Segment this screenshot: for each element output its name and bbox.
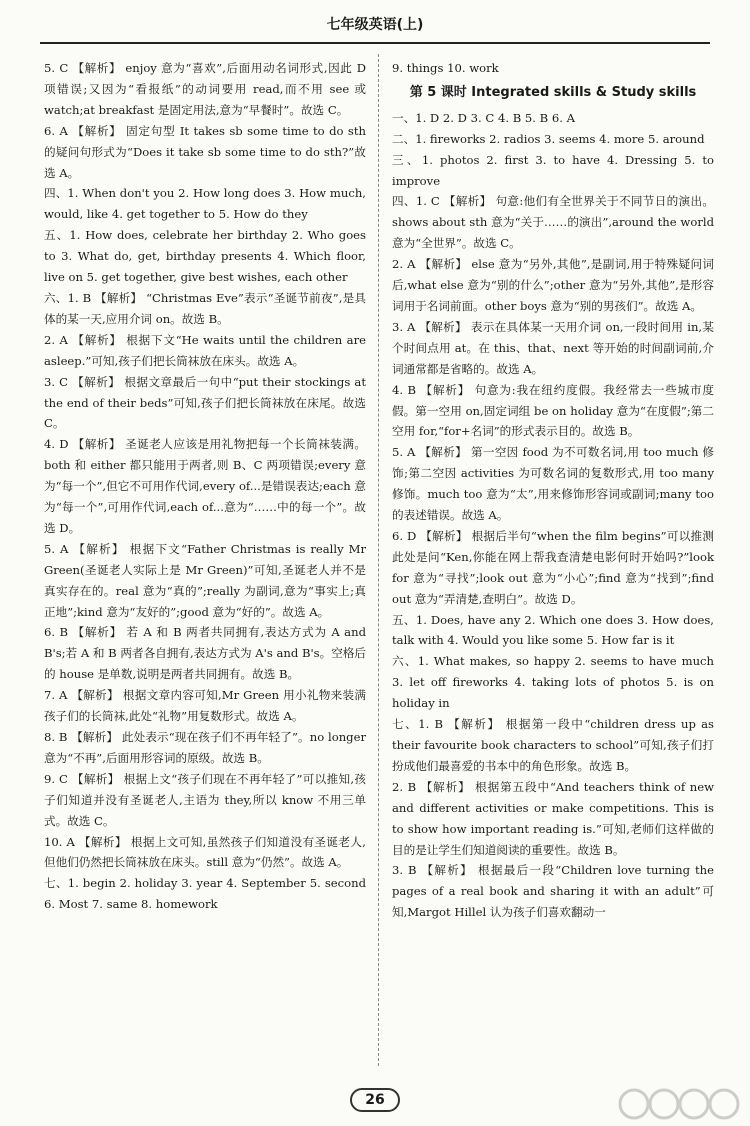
answer-item: 一、1. D 2. D 3. C 4. B 5. B 6. A	[392, 110, 575, 125]
lesson-title: 第 5 课时 Integrated skills & Study skills	[409, 84, 697, 100]
answer-item: 6. B 【解析】 若 A 和 B 两者共同拥有,表达方式为 A and B's;若 A 和 B 两者各自拥有,表达方式为 A's and B's。空格后的 house 是单数,说明是两者共同拥有。故选 B。	[44, 625, 366, 682]
answer-item: 9. things 10. work	[392, 61, 499, 75]
answer-item: 3. B 【解析】 根据最后一段“Children love turning the pages of a real book and sharing it with an adult”可知,Margot Hillel 认为孩子们喜欢翻动一	[392, 863, 714, 920]
watermark-logo	[612, 1086, 742, 1122]
answer-item: 六、1. What makes, so happy 2. seems to have much 3. let off fireworks 4. taking lots of photos 5. is on holiday in	[392, 654, 714, 711]
answer-item: 2. A 【解析】 根据下文“He waits until the children are asleep.”可知,孩子们把长筒袜放在床头。故选 A。	[44, 332, 366, 368]
column-divider	[378, 54, 379, 1066]
answer-item: 6. A 【解析】 固定句型 It takes sb some time to do sth 的疑问句形式为“Does it take sb some time to do sth?”故选 A。	[44, 123, 366, 180]
answer-item: 二、1. fireworks 2. radios 3. seems 4. more 5. around	[392, 131, 705, 146]
answer-item: 三、1. photos 2. first 3. to have 4. Dressing 5. to improve	[392, 152, 714, 188]
answer-item: 四、1. When don't you 2. How long does 3. How much, would, like 4. get together to 5. How do they	[44, 186, 366, 222]
page-header	[40, 14, 710, 36]
header-title: 七年级英语(上)	[326, 17, 424, 33]
answer-item: 4. B 【解析】 句意为:我在纽约度假。我经常去一些城市度假。第一空用 on,固定词组 be on holiday 意为“在度假”;第二空用 for,“for+名词”的形式表示目的。故选 B。	[392, 382, 714, 439]
answer-item: 七、1. B 【解析】 根据第一段中“children dress up as their favourite book characters to school”可知,孩子们打扮成他们最喜爱的书本中的角色形象。故选 B。	[392, 717, 714, 773]
page-number: 26	[350, 1088, 400, 1112]
answer-item: 3. C 【解析】 根据文章最后一句中“put their stockings at the end of their beds”可知,孩子们把长筒袜放在床尾。故选 C。	[44, 374, 366, 431]
answer-item: 2. B 【解析】 根据第五段中“And teachers think of new and different activities or make competitions. This is to show how important reading is.”可知,老师们这样做的目的是让学生们知道阅读的重要性。故选 B。	[392, 779, 714, 857]
answer-item: 6. D 【解析】 根据后半句“when the film begins”可以推测此处是问“Ken,你能在网上帮我查清楚电影何时开始吗?”look for 意为“寻找”;look out 意为“小心”;find 意为“找到”;find out 意为“弄清楚,查明白”。故选 D。	[392, 528, 714, 606]
answer-item: 五、1. Does, have any 2. Which one does 3. How does, talk with 4. Would you like some 5. How far is it	[392, 612, 714, 648]
answer-item: 3. A 【解析】 表示在具体某一天用介词 on,一段时间用 in,某个时间点用 at。在 this、that、next 等开始的时间副词前,介词通常都是省略的。故选 A。	[392, 319, 714, 376]
answer-item: 5. A 【解析】 第一空因 food 为不可数名词,用 too much 修饰;第二空因 activities 为可数名词的复数形式,用 too many 修饰。much too 意为“太”,用来修饰形容词或副词;many too 的表述错误。故选 A。	[392, 445, 714, 523]
answer-item: 2. A 【解析】 else 意为“另外,其他”,是副词,用于特殊疑问词后,what else 意为“别的什么”;other 意为“另外,其他”,是形容词用于名词前面。other boys 意为“别的男孩们”。故选 A。	[392, 257, 714, 313]
answer-item: 5. A 【解析】 根据下文“Father Christmas is really Mr Green(圣诞老人实际上是 Mr Green)”可知,圣诞老人并不是真实存在的。real 意为“真的”;really 为副词,意为“事实上;真正地”;kind 意为“友好的”;good 意为“好的”。故选 A。	[44, 541, 366, 619]
answer-item: 10. A 【解析】 根据上文可知,虽然孩子们知道没有圣诞老人,但他们仍然把长筒袜放在床头。still 意为“仍然”。故选 A。	[44, 834, 366, 870]
answer-item: 五、1. How does, celebrate her birthday 2. Who goes to 3. What do, get, birthday presents 4. Which floor, live on 5. get together, give best wishes, each other	[44, 228, 366, 285]
answer-item: 7. A 【解析】 根据文章内容可知,Mr Green 用小礼物来装满孩子们的长筒袜,此处“礼物”用复数形式。故选 A。	[44, 688, 366, 724]
right-column	[392, 58, 714, 923]
header-rule	[40, 42, 710, 44]
answer-item: 四、1. C 【解析】 句意:他们有全世界关于不同节日的演出。shows about sth 意为“关于……的演出”,around the world 意为“全世界”。故选 C。	[392, 194, 714, 251]
answer-item: 七、1. begin 2. holiday 3. year 4. September 5. second 6. Most 7. same 8. homework	[44, 876, 366, 912]
left-column	[44, 58, 366, 915]
answer-item: 4. D 【解析】 圣诞老人应该是用礼物把每一个长筒袜装满。both 和 either 都只能用于两者,则 B、C 两项错误;every 意为“每一个”,但它不可用作代词,every of...是错误表达;each 意为“每一个”,可用作代词,each of...意为“……中的每一个”。故选 D。	[44, 437, 366, 535]
answer-item: 六、1. B 【解析】 “Christmas Eve”表示“圣诞节前夜”,是具体的某一天,应用介词 on。故选 B。	[44, 290, 366, 326]
answer-item: 8. B 【解析】 此处表示“现在孩子们不再年轻了”。no longer 意为“不再”,后面用形容词的原级。故选 B。	[44, 730, 366, 765]
answer-item: 5. C 【解析】 enjoy 意为“喜欢”,后面用动名词形式,因此 D 项错误;又因为“看报纸”的动词要用 read,而不用 see 或 watch;at breakfast 是固定用法,意为“早餐时”。故选 C。	[44, 61, 366, 117]
answer-item: 9. C 【解析】 根据上文“孩子们现在不再年轻了”可以推知,孩子们知道并没有圣诞老人,主语为 they,所以 know 不用三单式。故选 C。	[44, 771, 366, 828]
